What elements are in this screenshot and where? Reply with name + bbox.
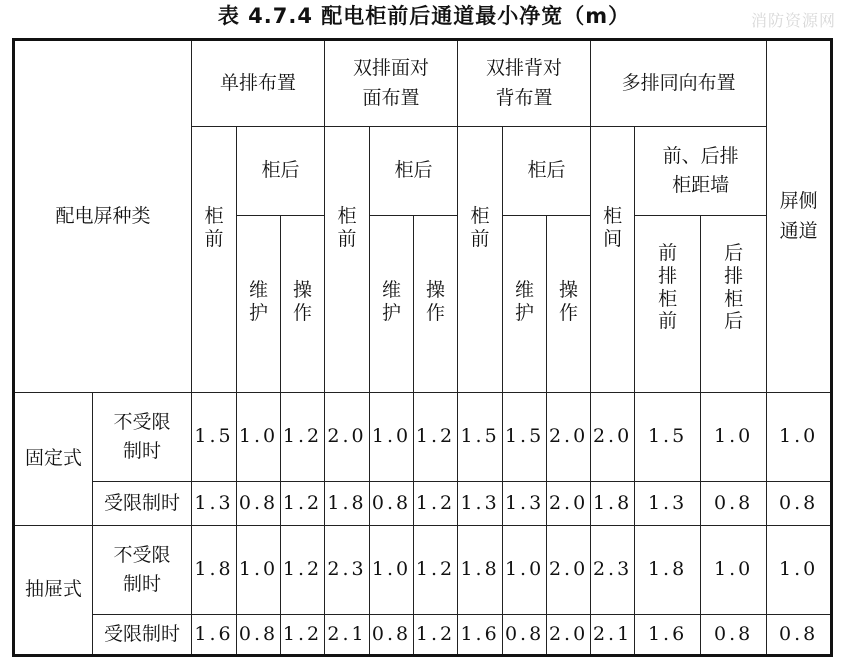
cell: 0.8 <box>237 615 281 656</box>
table-row <box>14 615 832 656</box>
header-rear-2: 柜后 <box>370 127 458 216</box>
category-drawer: 抽屉式 <box>14 526 93 656</box>
cell: 0.8 <box>701 482 767 526</box>
cell: 2.0 <box>547 615 591 656</box>
cell: 0.8 <box>503 615 547 656</box>
header-type: 配电屏种类 <box>14 40 192 393</box>
cell: 2.0 <box>325 393 370 482</box>
row-condition: 受限制时 <box>93 482 192 526</box>
category-fixed: 固定式 <box>14 393 93 526</box>
cell: 1.0 <box>767 526 832 615</box>
table-row <box>14 526 832 615</box>
cell: 1.0 <box>370 393 414 482</box>
cell: 1.0 <box>237 526 281 615</box>
header-front-1: 柜前 <box>192 127 237 393</box>
cell: 1.8 <box>192 526 237 615</box>
cell: 1.2 <box>414 482 458 526</box>
table-row <box>14 482 832 526</box>
cell: 0.8 <box>370 615 414 656</box>
cell: 1.2 <box>281 526 325 615</box>
cell: 1.0 <box>237 393 281 482</box>
cell: 1.3 <box>503 482 547 526</box>
cell: 0.8 <box>701 615 767 656</box>
header-front-3: 柜前 <box>458 127 503 393</box>
cell: 1.3 <box>458 482 503 526</box>
cell: 1.2 <box>281 482 325 526</box>
header-front-2: 柜前 <box>325 127 370 393</box>
cell: 1.8 <box>458 526 503 615</box>
cell: 1.5 <box>635 393 701 482</box>
header-back-to-back: 双排背对背布置 <box>458 40 591 127</box>
cell: 1.2 <box>281 615 325 656</box>
cell: 1.8 <box>635 526 701 615</box>
cell: 2.1 <box>591 615 635 656</box>
cell: 0.8 <box>767 482 832 526</box>
header-multi-row: 多排同向布置 <box>591 40 767 127</box>
cell: 1.5 <box>458 393 503 482</box>
cell: 2.0 <box>547 526 591 615</box>
header-maintain-2: 维护 <box>370 216 414 393</box>
cell: 1.3 <box>635 482 701 526</box>
watermark: 消防资源网 <box>750 11 836 30</box>
header-face-to-face: 双排面对面布置 <box>325 40 458 127</box>
row-condition: 不受限制时 <box>93 393 192 482</box>
cell: 1.2 <box>281 393 325 482</box>
row-condition: 受限制时 <box>93 615 192 656</box>
cell: 1.5 <box>192 393 237 482</box>
header-wall-distance: 前、后排柜距墙 <box>635 127 767 216</box>
header-rear-3: 柜后 <box>503 127 591 216</box>
header-operate-1: 操作 <box>281 216 325 393</box>
cell: 1.0 <box>701 393 767 482</box>
cell: 2.3 <box>591 526 635 615</box>
cell: 2.0 <box>547 393 591 482</box>
header-side-passage: 屏侧通道 <box>767 40 832 393</box>
cell: 1.8 <box>325 482 370 526</box>
header-operate-3: 操作 <box>547 216 591 393</box>
header-between: 柜间 <box>591 127 635 393</box>
cell: 1.6 <box>192 615 237 656</box>
clearance-table <box>12 38 833 657</box>
cell: 1.3 <box>192 482 237 526</box>
header-rear-1: 柜后 <box>237 127 325 216</box>
header-rear-row-rear: 后排柜后 <box>701 216 767 393</box>
header-maintain-1: 维护 <box>237 216 281 393</box>
table-row <box>14 393 832 482</box>
row-condition: 不受限制时 <box>93 526 192 615</box>
cell: 2.1 <box>325 615 370 656</box>
cell: 1.6 <box>635 615 701 656</box>
cell: 1.0 <box>503 526 547 615</box>
cell: 1.0 <box>370 526 414 615</box>
cell: 1.2 <box>414 393 458 482</box>
cell: 1.6 <box>458 615 503 656</box>
cell: 1.2 <box>414 615 458 656</box>
cell: 2.0 <box>547 482 591 526</box>
cell: 1.2 <box>414 526 458 615</box>
cell: 2.0 <box>591 393 635 482</box>
cell: 1.5 <box>503 393 547 482</box>
cell: 0.8 <box>237 482 281 526</box>
header-front-row-front: 前排柜前 <box>635 216 701 393</box>
cell: 0.8 <box>370 482 414 526</box>
table-title: 表 4.7.4 配电柜前后通道最小净宽（m） <box>217 4 631 28</box>
cell: 1.0 <box>767 393 832 482</box>
cell: 1.8 <box>591 482 635 526</box>
cell: 2.3 <box>325 526 370 615</box>
header-operate-2: 操作 <box>414 216 458 393</box>
cell: 0.8 <box>767 615 832 656</box>
cell: 1.0 <box>701 526 767 615</box>
header-maintain-3: 维护 <box>503 216 547 393</box>
header-single-row: 单排布置 <box>192 40 325 127</box>
